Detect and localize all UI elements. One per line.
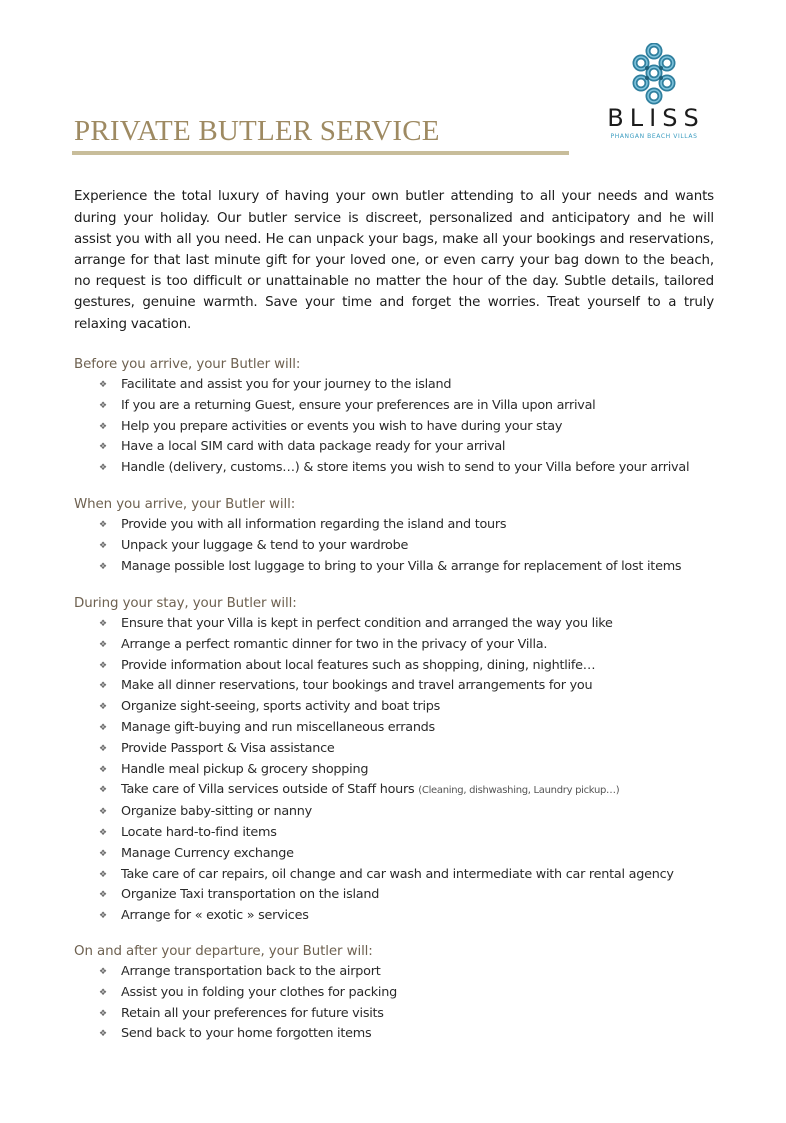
list-item: ❖ Provide information about local features such as shopping, dining, nightlife…: [74, 656, 734, 677]
diamond-bullet-icon: ❖: [99, 561, 107, 572]
list-item: ❖ Organize Taxi transportation on the island: [74, 885, 734, 906]
diamond-bullet-icon: ❖: [99, 702, 107, 713]
section-before-arrival: [74, 355, 734, 479]
item-list: [74, 375, 734, 479]
diamond-bullet-icon: ❖: [99, 681, 107, 692]
diamond-bullet-icon: ❖: [99, 380, 107, 390]
diamond-bullet-icon: ❖: [99, 911, 107, 922]
list-item: ❖ Provide Passport & Visa assistance: [74, 739, 734, 760]
list-item: ❖ Facilitate and assist you for your journey to the island: [74, 375, 734, 396]
list-item: ❖ Make all dinner reservations, tour bookings and travel arrangements for you: [74, 676, 734, 697]
section-heading: Before you arrive, your Butler will:: [74, 357, 301, 372]
diamond-bullet-icon: ❖: [99, 722, 107, 733]
list-item: ❖ Ensure that your Villa is kept in perfect condition and arranged the way you like: [74, 614, 734, 635]
diamond-bullet-icon: ❖: [99, 987, 107, 998]
list-item: ❖ Unpack your luggage & tend to your wardrobe: [74, 536, 734, 557]
list-item: ❖ Take care of car repairs, oil change and car wash and intermediate with car rental agency: [74, 865, 734, 886]
diamond-bullet-icon: ❖: [99, 890, 107, 901]
list-item: ❖ Have a local SIM card with data package ready for your arrival: [74, 437, 734, 458]
diamond-bullet-icon: ❖: [99, 639, 107, 650]
diamond-bullet-icon: ❖: [99, 869, 107, 880]
list-item: ❖ Manage possible lost luggage to bring to your Villa & arrange for replacement of lost items: [74, 557, 734, 578]
diamond-bullet-icon: ❖: [99, 540, 107, 551]
list-item: ❖ Organize sight-seeing, sports activity and boat trips: [74, 697, 734, 718]
page-title: PRIVATE BUTLER SERVICE: [74, 115, 440, 147]
diamond-bullet-icon: ❖: [99, 807, 107, 818]
diamond-bullet-icon: ❖: [99, 1029, 107, 1040]
title-underline: [72, 151, 569, 155]
diamond-bullet-icon: ❖: [99, 520, 107, 530]
diamond-bullet-icon: ❖: [99, 619, 107, 629]
list-item: ❖ Organize baby-sitting or nanny: [74, 802, 734, 823]
list-item: ❖ Provide you with all information regarding the island and tours: [74, 515, 734, 536]
list-item: ❖ Help you prepare activities or events you wish to have during your stay: [74, 417, 734, 438]
list-item: ❖ Handle meal pickup & grocery shopping: [74, 760, 734, 781]
list-item: ❖ Assist you in folding your clothes for packing: [74, 983, 734, 1004]
item-note: (Cleaning, dishwashing, Laundry pickup…): [418, 785, 620, 797]
diamond-bullet-icon: ❖: [99, 967, 107, 977]
diamond-bullet-icon: ❖: [99, 421, 107, 432]
logo-wordmark: BLISS: [607, 104, 705, 132]
diamond-bullet-icon: ❖: [99, 785, 107, 796]
section-departure: [74, 942, 734, 1045]
logo-tagline: PHANGAN BEACH VILLAS: [610, 133, 698, 140]
item-list: [74, 515, 734, 577]
section-on-arrival: [74, 495, 734, 577]
item-list: [74, 962, 734, 1045]
diamond-bullet-icon: ❖: [99, 442, 107, 453]
list-item: ❖ Arrange for « exotic » services: [74, 906, 734, 927]
diamond-bullet-icon: ❖: [99, 743, 107, 754]
diamond-bullet-icon: ❖: [99, 660, 107, 671]
diamond-bullet-icon: ❖: [99, 848, 107, 859]
diamond-bullet-icon: ❖: [99, 463, 107, 474]
list-item: ❖ Handle (delivery, customs…) & store items you wish to send to your Villa before your arrival: [74, 458, 734, 479]
diamond-bullet-icon: ❖: [99, 764, 107, 775]
section-heading: During your stay, your Butler will:: [74, 596, 297, 611]
list-item: ❖ Retain all your preferences for future visits: [74, 1004, 734, 1025]
intro-paragraph: Experience the total luxury of having your own butler attending to all your needs and wants during your holiday. Our butler service is discreet, personalized and anticipatory and he will assist you with all you need. He can unpack your bags, make all your bookings and reservations, arrange for that last minute gift for your loved one, or even carry your bag down to the beach, no request is too difficult or unattainable no matter the hour of the day. Subtle details, tailored gestures, genuine warmth. Save your time and forget the worries. Treat yourself to a truly relaxing vacation.: [74, 189, 714, 332]
endless-knot-icon: [629, 43, 679, 105]
bliss-logo: [596, 40, 712, 144]
diamond-bullet-icon: ❖: [99, 400, 107, 411]
list-item: ❖ Locate hard-to-find items: [74, 823, 734, 844]
list-item: ❖ If you are a returning Guest, ensure your preferences are in Villa upon arrival: [74, 396, 734, 417]
list-item: ❖ Arrange transportation back to the airport: [74, 962, 734, 983]
list-item: ❖ Take care of Villa services outside of Staff hours (Cleaning, dishwashing, Laundry pickup…): [74, 780, 734, 802]
diamond-bullet-icon: ❖: [99, 827, 107, 838]
list-item: ❖ Manage gift-buying and run miscellaneous errands: [74, 718, 734, 739]
list-item: ❖ Arrange a perfect romantic dinner for two in the privacy of your Villa.: [74, 635, 734, 656]
list-item: ❖ Manage Currency exchange: [74, 844, 734, 865]
diamond-bullet-icon: ❖: [99, 1008, 107, 1019]
item-list: [74, 614, 734, 927]
section-heading: On and after your departure, your Butler will:: [74, 944, 373, 959]
section-during-stay: [74, 594, 734, 927]
list-item: ❖ Send back to your home forgotten items: [74, 1024, 734, 1045]
section-heading: When you arrive, your Butler will:: [74, 497, 296, 512]
